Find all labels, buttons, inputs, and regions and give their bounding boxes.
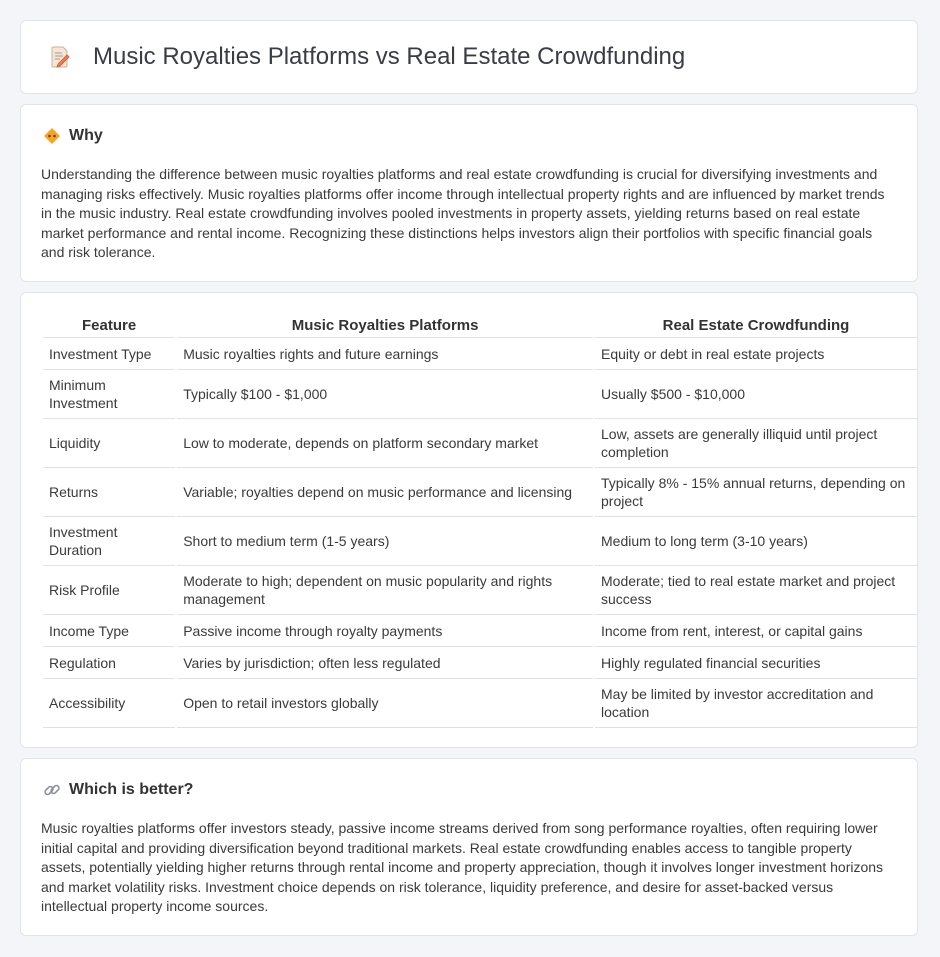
which-is-better-section bbox=[20, 758, 918, 936]
feature-cell: Investment Duration bbox=[43, 517, 175, 566]
realestate-cell: Equity or debt in real estate projects bbox=[595, 338, 917, 370]
music-cell: Variable; royalties depend on music performance and licensing bbox=[177, 468, 593, 517]
why-section bbox=[20, 104, 918, 282]
realestate-cell: Low, assets are generally illiquid until project completion bbox=[595, 419, 917, 468]
feature-cell: Income Type bbox=[43, 615, 175, 647]
feature-cell: Returns bbox=[43, 468, 175, 517]
table-row bbox=[43, 647, 917, 679]
why-title: Why bbox=[69, 127, 103, 144]
music-cell: Short to medium term (1-5 years) bbox=[177, 517, 593, 566]
table-row bbox=[43, 615, 917, 647]
table-row bbox=[43, 370, 917, 419]
feature-cell: Liquidity bbox=[43, 419, 175, 468]
feature-cell: Regulation bbox=[43, 647, 175, 679]
better-title: Which is better? bbox=[69, 781, 194, 798]
table-row bbox=[43, 338, 917, 370]
feature-cell: Accessibility bbox=[43, 679, 175, 728]
music-cell: Low to moderate, depends on platform secondary market bbox=[177, 419, 593, 468]
header-real-estate: Real Estate Crowdfunding bbox=[595, 313, 917, 338]
realestate-cell: Typically 8% - 15% annual returns, depending on project bbox=[595, 468, 917, 517]
music-cell: Music royalties rights and future earnings bbox=[177, 338, 593, 370]
feature-cell: Investment Type bbox=[43, 338, 175, 370]
diamond-warning-icon bbox=[43, 127, 61, 145]
comparison-table-card bbox=[20, 292, 918, 748]
realestate-cell: May be limited by investor accreditation and location bbox=[595, 679, 917, 728]
table-row bbox=[43, 468, 917, 517]
table-header-row bbox=[43, 313, 917, 338]
title-card bbox=[20, 20, 918, 94]
feature-cell: Risk Profile bbox=[43, 566, 175, 615]
page-title: Music Royalties Platforms vs Real Estate Crowdfunding bbox=[93, 43, 686, 70]
comparison-table bbox=[41, 313, 919, 728]
music-cell: Open to retail investors globally bbox=[177, 679, 593, 728]
better-text: Music royalties platforms offer investors steady, passive income streams derived from song performance royalties, often requiring lower initial capital and providing diversification beyond traditional markets. Real estate crowdfunding enables access to tangible property assets, potentially yielding higher returns through rental income and property appreciation, though it involves longer investment horizons and market volatility risks. Investment choice depends on risk tolerance, liquidity preference, and desire for asset-backed versus intellectual property income sources. bbox=[41, 820, 884, 914]
music-cell: Typically $100 - $1,000 bbox=[177, 370, 593, 419]
realestate-cell: Income from rent, interest, or capital gains bbox=[595, 615, 917, 647]
realestate-cell: Usually $500 - $10,000 bbox=[595, 370, 917, 419]
document-pencil-icon bbox=[47, 44, 73, 70]
realestate-cell: Moderate; tied to real estate market and project success bbox=[595, 566, 917, 615]
table-row bbox=[43, 419, 917, 468]
feature-cell: Minimum Investment bbox=[43, 370, 175, 419]
music-cell: Passive income through royalty payments bbox=[177, 615, 593, 647]
realestate-cell: Highly regulated financial securities bbox=[595, 647, 917, 679]
realestate-cell: Medium to long term (3-10 years) bbox=[595, 517, 917, 566]
link-icon bbox=[43, 781, 61, 799]
header-feature: Feature bbox=[43, 313, 175, 338]
table-row bbox=[43, 566, 917, 615]
music-cell: Moderate to high; dependent on music popularity and rights management bbox=[177, 566, 593, 615]
why-text: Understanding the difference between music royalties platforms and real estate crowdfunding is crucial for diversifying investments and managing risks effectively. Music royalties platforms offer income through intellectual property rights and are influenced by market trends in the music industry. Real estate crowdfunding involves pooled investments in property assets, yielding returns based on real estate market performance and rental income. Recognizing these distinctions helps investors align their portfolios with specific financial goals and risk tolerance. bbox=[41, 166, 885, 260]
table-row bbox=[43, 517, 917, 566]
music-cell: Varies by jurisdiction; often less regulated bbox=[177, 647, 593, 679]
header-music-royalties: Music Royalties Platforms bbox=[177, 313, 593, 338]
table-row bbox=[43, 679, 917, 728]
